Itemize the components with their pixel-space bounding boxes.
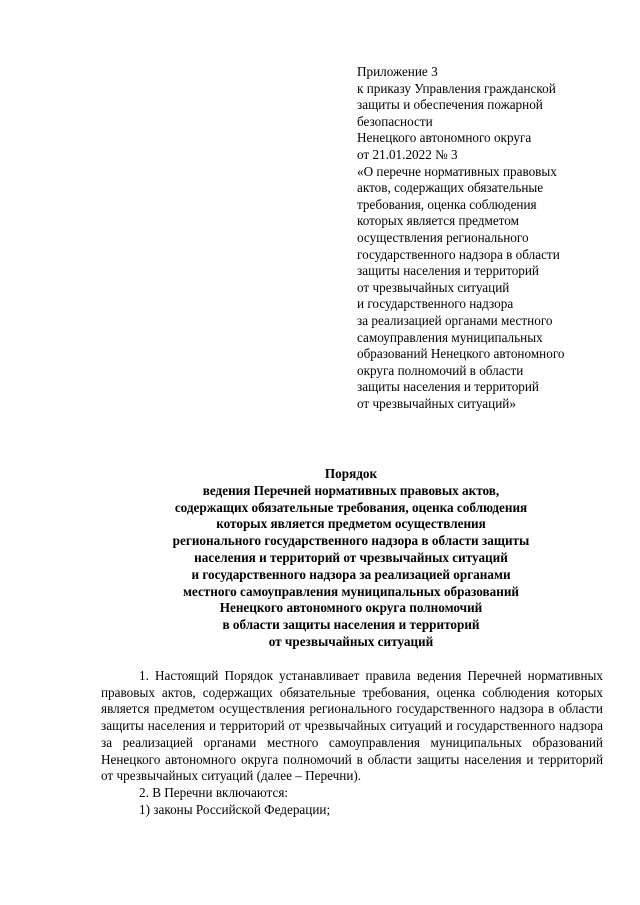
appendix-line: защиты и обеспечения пожарной: [357, 97, 543, 113]
title-line: Порядок: [324, 466, 378, 481]
title-line: которых является предметом осуществления: [216, 516, 486, 532]
appendix-line: безопасности: [357, 113, 433, 129]
appendix-line: Ненецкого автономного округа: [357, 130, 532, 146]
appendix-line: требования, оценка соблюдения: [357, 196, 537, 212]
appendix-line: образований Ненецкого автономного: [357, 346, 565, 362]
appendix-line: за реализацией органами местного: [357, 312, 553, 328]
title-line: от чрезвычайных ситуаций: [268, 633, 434, 649]
document-title: [96, 466, 606, 651]
appendix-line: «О перечне нормативных правовых: [357, 163, 557, 179]
appendix-line: самоуправления муниципальных: [357, 329, 543, 345]
title-line: ведения Перечней нормативных правовых актов,: [202, 482, 500, 498]
title-line: Ненецкого автономного округа полномочий: [219, 600, 483, 616]
paragraph-3: 1) законы Российской Федерации;: [139, 801, 331, 817]
appendix-line: округа полномочий в области: [357, 362, 524, 378]
appendix-line: к приказу Управления гражданской: [357, 80, 556, 96]
paragraph-1: 1. Настоящий Порядок устанавливает правила ведения Перечней нормативных правовых актов, содержащих обязательные требования, оценка соблюдения которых является предметом осуществления регионального государственного надзора в области защиты населения и территорий от чрезвычайных ситуаций и государственного надзора за реализацией органами местного самоуправления муниципальных образований Ненецкого автономного округа полномочий в области защиты населения и территорий от чрезвычайных ситуаций (далее – Перечни).: [101, 668, 603, 784]
appendix-line: защиты населения и территорий: [357, 263, 539, 279]
appendix-line: Приложение 3: [357, 64, 438, 79]
appendix-line: и государственного надзора: [357, 296, 514, 312]
appendix-line: от 21.01.2022 № 3: [357, 146, 458, 162]
title-line: в области защиты населения и территорий: [222, 617, 480, 633]
title-line: содержащих обязательные требования, оценка соблюдения: [174, 499, 528, 515]
appendix-line: государственного надзора в области: [357, 246, 560, 262]
paragraph-2: 2. В Перечни включаются:: [139, 784, 289, 800]
appendix-line: которых является предметом: [357, 213, 519, 229]
title-line: населения и территорий от чрезвычайных ситуаций: [194, 549, 508, 565]
appendix-line: от чрезвычайных ситуаций»: [357, 395, 516, 411]
title-line: и государственного надзора за реализацией органами: [191, 566, 511, 582]
appendix-header: [357, 64, 617, 412]
appendix-line: защиты населения и территорий: [357, 379, 539, 395]
title-line: регионального государственного надзора в области защиты: [172, 533, 530, 549]
appendix-line: от чрезвычайных ситуаций: [357, 279, 510, 295]
appendix-line: осуществления регионального: [357, 229, 529, 245]
title-line: местного самоуправления муниципальных образований: [182, 583, 520, 599]
appendix-line: актов, содержащих обязательные: [357, 180, 544, 196]
document-body: [101, 668, 603, 818]
